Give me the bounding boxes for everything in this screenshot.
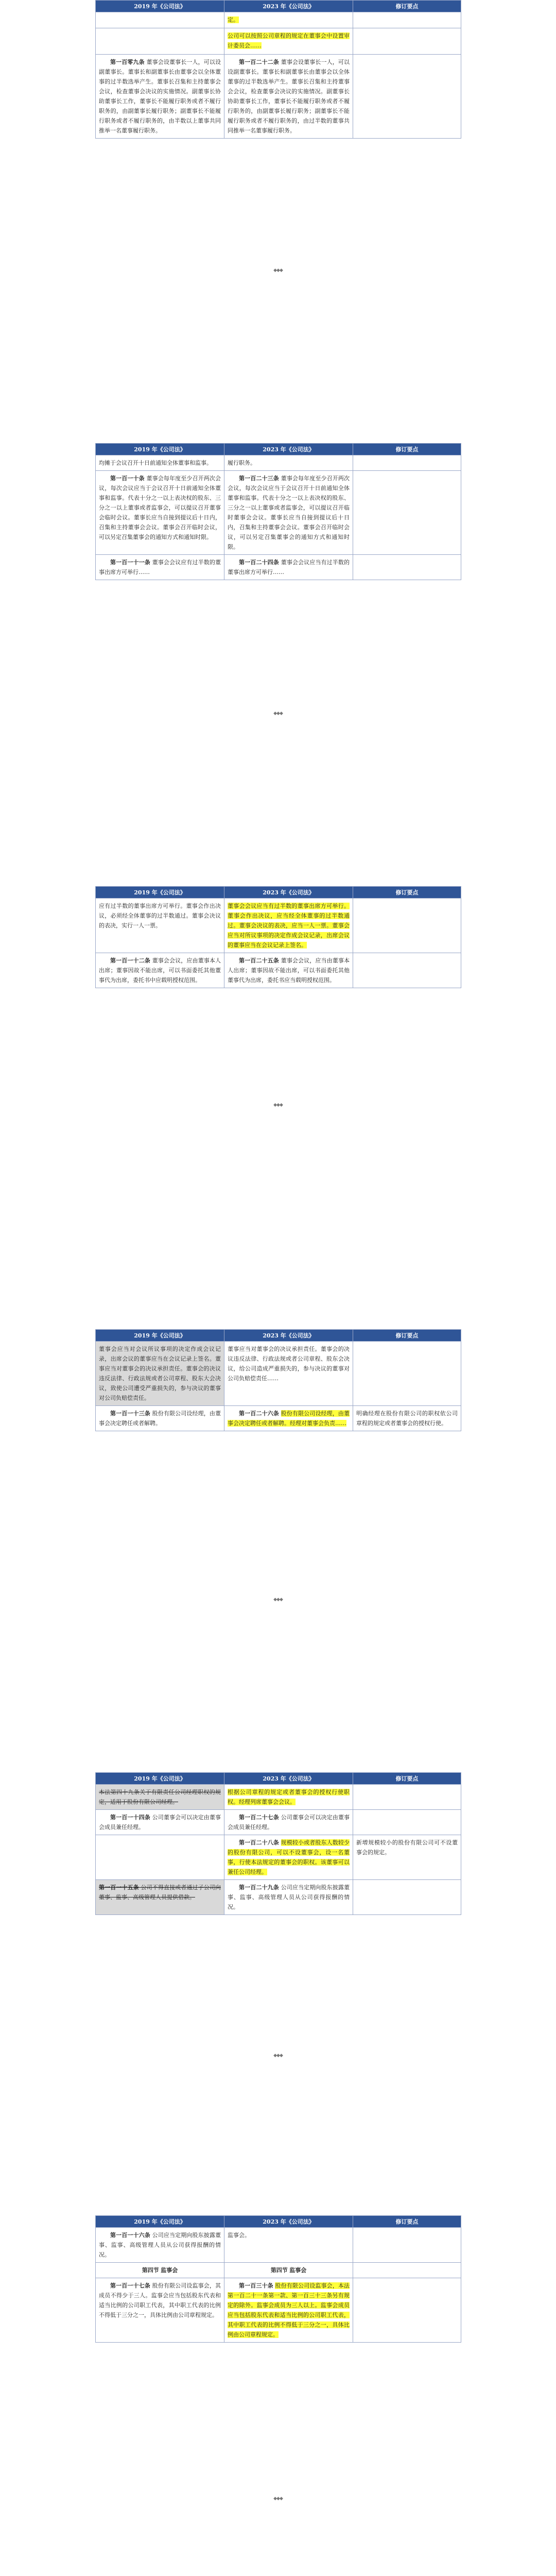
old-cell: 第一百一十五条 公司不得直接或者通过子公司向董事、监事、高级管理人员提供借款。	[96, 1880, 224, 1915]
header-old-law: 2019 年《公司法》	[96, 444, 224, 455]
note-cell	[353, 55, 461, 139]
old-cell: 第一百一十六条 公司应当定期向股东披露董事、监事、高级管理人员从公司获得报酬的情况。	[96, 2228, 224, 2263]
comparison-table	[95, 443, 461, 580]
comparison-page-2	[95, 443, 461, 716]
table-header-row	[96, 1330, 461, 1342]
old-cell: 第一百一十条 董事会每年度至少召开两次会议，每次会议应当于会议召开十日前通知全体董事和监事。代表十分之一以上表决权的股东、三分之一以上董事或者监事会，可以提议召开董事会临时会议。董事长应当自接到提议后十日内，召集和主持董事会会议。董事会召开临时会议，可以另定召集董事会的通知方式和通知时限。	[96, 471, 224, 555]
table-row	[96, 2278, 461, 2343]
note-cell	[353, 2278, 461, 2343]
header-revision-note: 修订要点	[353, 1330, 461, 1342]
new-cell: 公司可以按照公司章程的规定在董事会中设置审计委员会……	[224, 28, 353, 55]
table-row	[96, 1342, 461, 1406]
note-cell	[353, 28, 461, 55]
new-cell: 定。	[224, 12, 353, 28]
header-new-law: 2023 年《公司法》	[224, 1773, 353, 1785]
header-new-law: 2023 年《公司法》	[224, 2216, 353, 2228]
note-cell	[353, 1785, 461, 1810]
page-mark: ◆◆◆	[273, 1597, 283, 1602]
table-row	[96, 2263, 461, 2278]
old-cell: 第一百一十七条 股份有限公司设监事会，其成员不得少于三人。监事会应当包括股东代表和适当比例的公司职工代表，其中职工代表的比例不得低于三分之一，具体比例由公司章程规定。	[96, 2278, 224, 2343]
page-mark: ◆◆◆	[273, 1103, 283, 1108]
header-revision-note: 修订要点	[353, 887, 461, 899]
table-row	[96, 1880, 461, 1915]
old-cell: 第一百一十一条 董事会会议应有过半数的董事出席方可举行……	[96, 555, 224, 580]
new-cell: 监事会。	[224, 2228, 353, 2263]
page-mark: ◆◆◆	[273, 268, 283, 273]
note-cell: 明确经理在股份有限公司的职权依公司章程的规定或者董事会的授权行使。	[353, 1406, 461, 1431]
header-revision-note: 修订要点	[353, 2216, 461, 2228]
note-cell	[353, 471, 461, 555]
note-cell: 新增规模较小的股份有限公司可不设董事会的规定。	[353, 1835, 461, 1880]
old-cell	[96, 28, 224, 55]
table-header-row	[96, 1, 461, 12]
note-cell	[353, 1342, 461, 1406]
old-cell: 董事会应当对会议所议事项的决定作成会议记录，出席会议的董事应当在会议记录上签名。董事应当对董事会的决议承担责任。董事会的决议违反法律、行政法规或者公司章程、股东大会决议，致使公司遭受严重损失的，参与决议的董事对公司负赔偿责任。	[96, 1342, 224, 1406]
old-cell: 均摊于会议召开十日前通知全体董事和监事。	[96, 455, 224, 471]
comparison-table	[95, 1772, 461, 1915]
old-cell: 第一百一十二条 董事会会议，应由董事本人出席；董事因故不能出席，可以书面委托其他董事代为出席，委托书中应载明授权范围。	[96, 953, 224, 988]
new-cell: 第一百二十八条 规模较小或者股东人数较少的股份有限公司，可以不设董事会，设一名董事，行使本法规定的董事会的职权。该董事可以兼任公司经理。	[224, 1835, 353, 1880]
header-revision-note: 修订要点	[353, 444, 461, 455]
comparison-page-6	[95, 2215, 461, 2501]
table-row	[96, 899, 461, 953]
header-old-law: 2019 年《公司法》	[96, 1330, 224, 1342]
table-row	[96, 1810, 461, 1835]
new-cell: 第一百二十三条 董事会每年度至少召开两次会议，每次会议应当于会议召开十日前通知全体董事和监事。代表十分之一以上表决权的股东、三分之一以上董事或者监事会，可以提议召开临时董事会会议。董事长应当自接到提议后十日内，召集和主持董事会会议。董事会召开临时会议，可以另定召集董事会的通知方式和通知时限。	[224, 471, 353, 555]
header-new-law: 2023 年《公司法》	[224, 1330, 353, 1342]
page-mark: ◆◆◆	[273, 2053, 283, 2058]
old-cell: 本法第四十九条关于有限责任公司经理职权的规定，适用于股份有限公司经理。	[96, 1785, 224, 1810]
note-cell	[353, 2263, 461, 2278]
note-cell	[353, 555, 461, 580]
new-cell: 履行职务。	[224, 455, 353, 471]
old-cell: 第一百一十三条 股份有限公司设经理，由董事会决定聘任或者解聘。	[96, 1406, 224, 1431]
comparison-page-4	[95, 1329, 461, 1602]
table-row	[96, 455, 461, 471]
comparison-table	[95, 886, 461, 988]
table-row	[96, 555, 461, 580]
header-old-law: 2019 年《公司法》	[96, 1, 224, 12]
table-header-row	[96, 444, 461, 455]
comparison-page-1	[95, 0, 461, 273]
new-cell: 第一百二十六条 股份有限公司设经理，由董事会决定聘任或者解聘。经理对董事会负责……	[224, 1406, 353, 1431]
header-revision-note: 修订要点	[353, 1773, 461, 1785]
note-cell	[353, 12, 461, 28]
page-mark: ◆◆◆	[273, 711, 283, 716]
new-cell: 第一百三十条 股份有限公司设监事会，本法第一百二十一条第一款、第一百三十三条另有规定的除外。监事会成员为三人以上。监事会成员应当包括股东代表和适当比例的公司职工代表，其中职工代表的比例不得低于三分之一，具体比例由公司章程规定。	[224, 2278, 353, 2343]
header-old-law: 2019 年《公司法》	[96, 887, 224, 899]
header-revision-note: 修订要点	[353, 1, 461, 12]
table-header-row	[96, 887, 461, 899]
comparison-page-3	[95, 886, 461, 1108]
comparison-table	[95, 0, 461, 139]
new-cell: 第一百二十二条 董事会设董事长一人，可以设副董事长。董事长和副董事长由董事会以全体董事的过半数选举产生。董事长召集和主持董事会会议，检查董事会决议的实施情况。副董事长协助董事长工作，董事长不能履行职务或者不履行职务的，由副董事长履行职务；副董事长不能履行职务或者不履行职务的，由过半数的董事共同推举一名董事履行职务。	[224, 55, 353, 139]
old-cell	[96, 1835, 224, 1880]
page-mark: ◆◆◆	[273, 2496, 283, 2501]
header-new-law: 2023 年《公司法》	[224, 887, 353, 899]
old-cell: 第一百零九条 董事会设董事长一人，可以设副董事长。董事长和副董事长由董事会以全体董事的过半数选举产生。董事长召集和主持董事会会议，检查董事会决议的实施情况。副董事长协助董事长工作，董事长不能履行职务或者不履行职务的，由副董事长履行职务；副董事长不能履行职务或者不履行职务的，由半数以上董事共同推举一名董事履行职务。	[96, 55, 224, 139]
note-cell	[353, 2228, 461, 2263]
table-row	[96, 12, 461, 28]
table-row	[96, 55, 461, 139]
table-row	[96, 1835, 461, 1880]
new-cell: 董事应当对董事会的决议承担责任。董事会的决议违反法律、行政法规或者公司章程、股东会决议，给公司造成严重损失的，参与决议的董事对公司负赔偿责任……	[224, 1342, 353, 1406]
new-cell: 第四节 监事会	[224, 2263, 353, 2278]
note-cell	[353, 953, 461, 988]
comparison-page-5	[95, 1772, 461, 2058]
new-cell: 第一百二十五条 董事会会议，应当由董事本人出席；董事因故不能出席，可以书面委托其他董事代为出席，委托书应当载明授权范围。	[224, 953, 353, 988]
comparison-table	[95, 1329, 461, 1431]
note-cell	[353, 1810, 461, 1835]
new-cell: 第一百二十九条 公司应当定期向股东披露董事、监事、高级管理人员从公司获得报酬的情况。	[224, 1880, 353, 1915]
table-row	[96, 953, 461, 988]
old-cell: 应有过半数的董事出席方可举行。董事会作出决议，必须经全体董事的过半数通过。董事会决议的表决，实行一人一票。	[96, 899, 224, 953]
header-old-law: 2019 年《公司法》	[96, 1773, 224, 1785]
header-old-law: 2019 年《公司法》	[96, 2216, 224, 2228]
new-cell: 董事会会议应当有过半数的董事出席方可举行。董事会作出决议，应当经全体董事的过半数通过。董事会决议的表决，应当一人一票。董事会应当对所议事项的决定作成会议记录，出席会议的董事应当在会议记录上签名。	[224, 899, 353, 953]
header-new-law: 2023 年《公司法》	[224, 444, 353, 455]
note-cell	[353, 899, 461, 953]
table-row	[96, 1785, 461, 1810]
table-header-row	[96, 2216, 461, 2228]
old-cell: 第四节 监事会	[96, 2263, 224, 2278]
table-header-row	[96, 1773, 461, 1785]
new-cell: 第一百二十七条 公司董事会可以决定由董事会成员兼任经理。	[224, 1810, 353, 1835]
note-cell	[353, 455, 461, 471]
table-row	[96, 1406, 461, 1431]
table-row	[96, 2228, 461, 2263]
note-cell	[353, 1880, 461, 1915]
header-new-law: 2023 年《公司法》	[224, 1, 353, 12]
new-cell: 根据公司章程的规定或者董事会的授权行使职权。经理列席董事会会议。	[224, 1785, 353, 1810]
table-row	[96, 28, 461, 55]
comparison-table	[95, 2215, 461, 2343]
old-cell: 第一百一十四条 公司董事会可以决定由董事会成员兼任经理。	[96, 1810, 224, 1835]
old-cell	[96, 12, 224, 28]
new-cell: 第一百二十四条 董事会会议应当有过半数的董事出席方可举行……	[224, 555, 353, 580]
table-row	[96, 471, 461, 555]
